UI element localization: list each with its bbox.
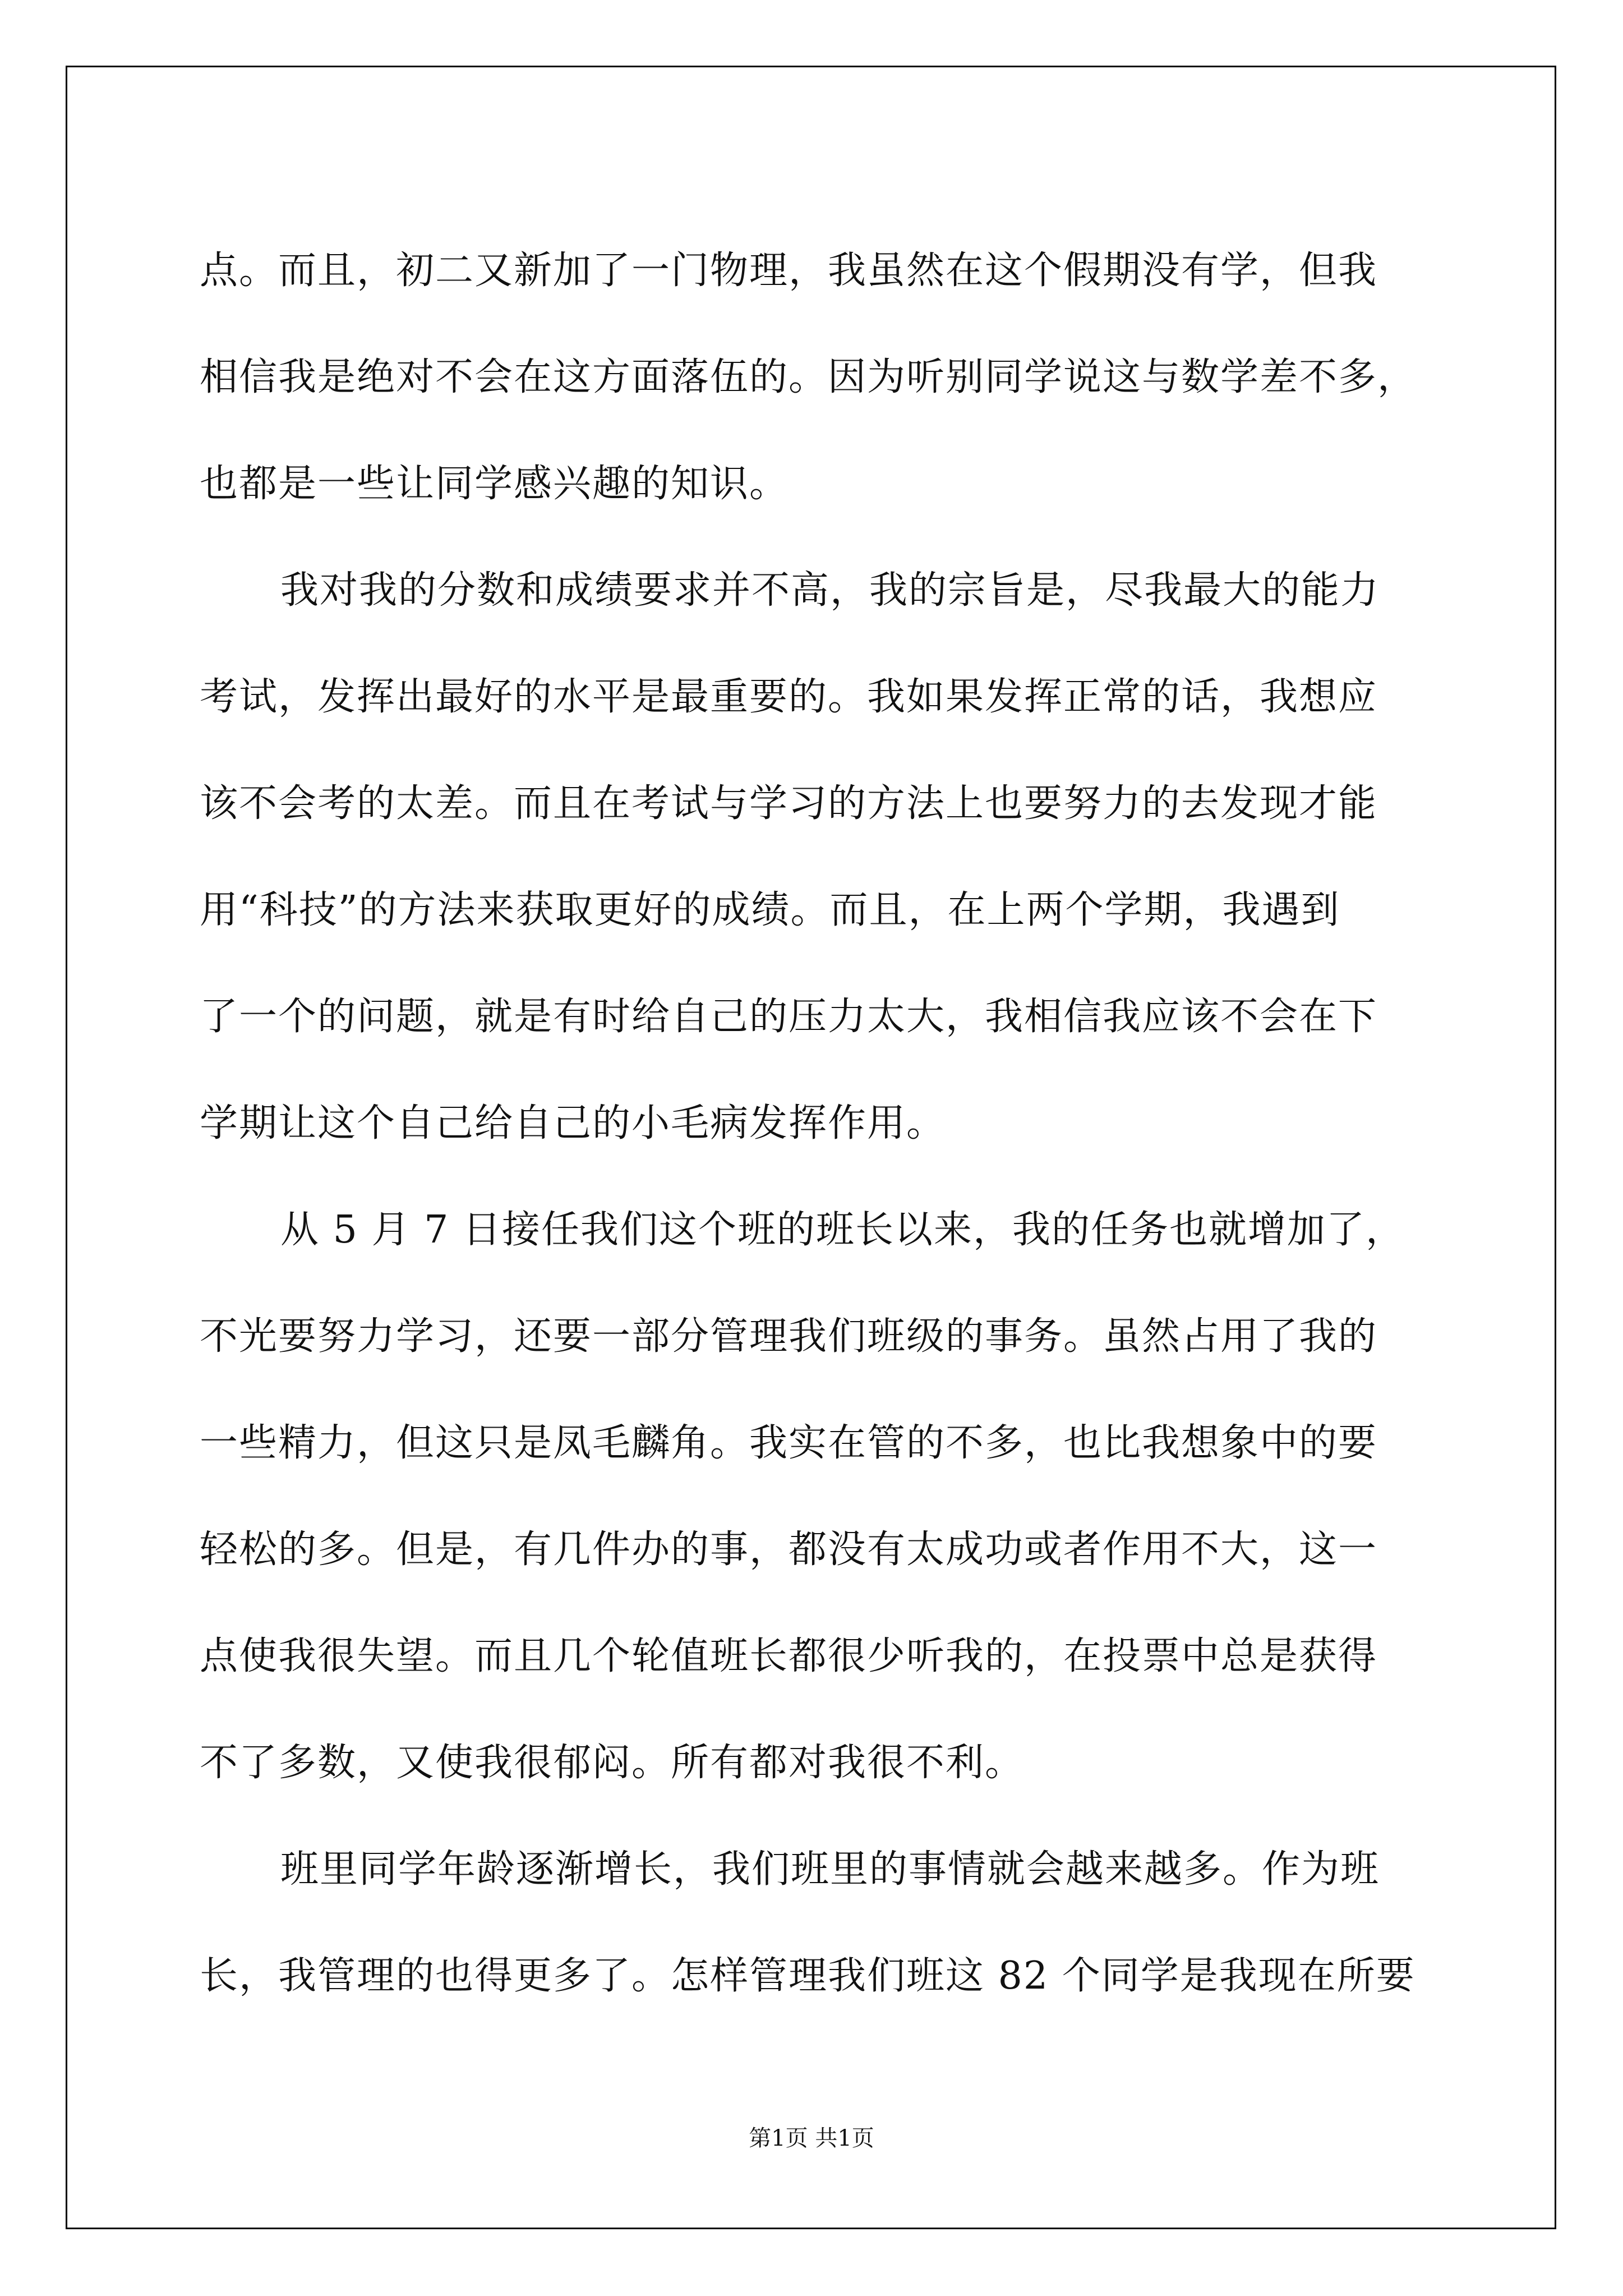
text-line: 考试，发挥出最好的水平是最重要的。我如果发挥正常的话，我想应 (200, 675, 1378, 719)
text-line: 轻松的多。但是，有几件办的事，都没有太成功或者作用不大，这一 (200, 1527, 1378, 1572)
text-line: 长，我管理的也得更多了。怎样管理我们班这 82 个同学是我现在所要 (200, 1954, 1415, 1998)
text-line: 一些精力，但这只是凤毛麟角。我实在管的不多，也比我想象中的要 (200, 1421, 1378, 1465)
text-line: 也都是一些让同学感兴趣的知识。 (200, 462, 789, 506)
text-line: 相信我是绝对不会在这方面落伍的。因为听别同学说这与数学差不多， (200, 355, 1417, 399)
text-line: 点使我很失望。而且几个轮值班长都很少听我的，在投票中总是获得 (200, 1634, 1378, 1678)
text-line: 学期让这个自己给自己的小毛病发挥作用。 (200, 1101, 946, 1145)
page-footer: 第1页 共1页 (749, 2125, 874, 2151)
text-line: 该不会考的太差。而且在考试与学习的方法上也要努力的去发现才能 (200, 781, 1378, 826)
text-line: 从 5 月 7 日接任我们这个班的班长以来，我的任务也就增加了， (280, 1208, 1405, 1252)
document-body (200, 218, 1433, 2030)
text-line: 班里同学年龄逐渐增长，我们班里的事情就会越来越多。作为班 (280, 1847, 1380, 1892)
text-line: 点。而且，初二又新加了一门物理，我虽然在这个假期没有学，但我 (200, 249, 1378, 293)
text-line: 不光要努力学习，还要一部分管理我们班级的事务。虽然占用了我的 (200, 1314, 1378, 1359)
text-line: 不了多数，又使我很郁闷。所有都对我很不利。 (200, 1741, 1025, 1785)
text-line: 用“科技”的方法来获取更好的成绩。而且，在上两个学期，我遇到 (200, 888, 1340, 932)
text-line: 了一个的问题，就是有时给自己的压力太大，我相信我应该不会在下 (200, 995, 1378, 1039)
text-line: 我对我的分数和成绩要求并不高，我的宗旨是，尽我最大的能力 (280, 568, 1380, 613)
